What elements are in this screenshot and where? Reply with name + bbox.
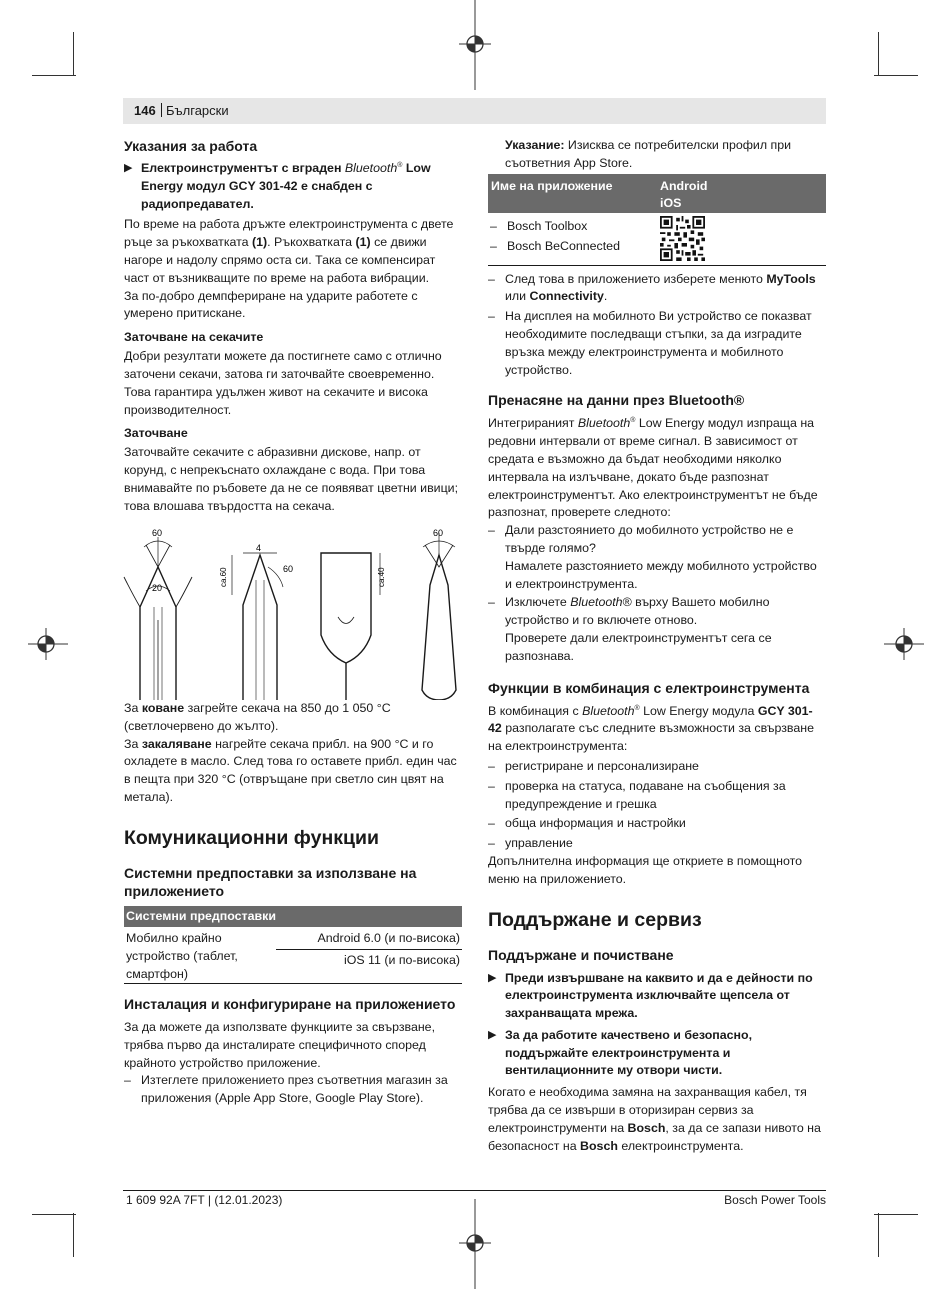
crop-mark (73, 32, 74, 76)
sysreq-device-cell: Мобилно крайно устройство (таблет, смартфон) (126, 931, 238, 981)
crop-mark (878, 1213, 879, 1257)
sysreq-android-cell: Android 6.0 (и по-висока) (317, 931, 460, 945)
registration-mark-icon (28, 628, 68, 660)
footer-doc-id: 1 609 92A 7FT | (12.01.2023) (126, 1193, 283, 1207)
apps-table-header (488, 174, 826, 213)
install-list-item: – Изтеглете приложението през съответния магазин за приложения (Apple App Store, Google Play Store). (124, 1073, 448, 1106)
sysreq-divider (276, 949, 462, 950)
page-header (123, 98, 826, 124)
crop-mark (32, 1214, 76, 1215)
sysreq-table-header: Системни предпоставки (124, 906, 462, 927)
right-column (488, 137, 826, 1155)
header-language: Български (166, 103, 229, 118)
fig-label-60-left: 60 (152, 528, 163, 538)
left-column-communication (124, 826, 462, 1108)
warning-triangle-icon: ▶ (488, 971, 497, 984)
func-item: – проверка на статуса, подаване на съобщения за предупреждение и грешка (488, 778, 786, 811)
paragraph-cable: Когато е необходима замяна на захранващия кабел, тя трябва да се извърши в оторизиран сервиз за електроинструменти на Bosch, за да се запази нивото на безопасност на Bosch електроинструмента. (488, 1085, 821, 1153)
apps-col-ios: iOS (660, 195, 682, 210)
registration-mark-icon (459, 0, 491, 90)
crop-mark (878, 32, 879, 76)
crop-mark (874, 1214, 918, 1215)
fig-label-60-mid: 60 (283, 564, 294, 574)
header-divider (161, 103, 162, 117)
paragraph-hardening: За закаляване нагрейте секача прибл. на 900 °C и го охладете в масло. След това го оставете прибл. един час в пещта при 320 °C (отвръщане при светло син цвят на метала). (124, 736, 457, 804)
paragraph-bluetooth: Интегрираният Bluetooth® Low Energy модул изпраща на редовни интервали от време сигнал. В зависимост от средата е възможно да бъдат необходими няколко интервала на излъчване, докато бъде разпознат електроинструментът. Ако електроинструментът не бъде разпознат, проверете следното: (488, 416, 818, 520)
apps-table-rule (488, 265, 826, 266)
fig-label-4: 4 (256, 543, 262, 553)
sysreq-ios-cell: iOS 11 (и по-висока) (343, 953, 460, 967)
paragraph-damping: За по-добро демпфериране на ударите работете с умерено притискане. (124, 288, 418, 321)
footer-rule (123, 1190, 826, 1191)
section-title-communication: Комуникационни функции (124, 827, 379, 849)
note-app-store: Указание: Изисква се потребителски профил при съответния App Store. (505, 138, 792, 170)
left-column (124, 137, 462, 516)
apps-col-android: Android (660, 178, 708, 193)
warning-triangle-icon: ▶ (124, 162, 133, 174)
crop-mark (73, 1213, 74, 1257)
section-title-work: Указания за работа (124, 138, 258, 154)
chisel-sharpening-figure (118, 525, 468, 700)
paragraph-more-info: Допълнителна информация ще откриете в помощното меню на приложението. (488, 853, 802, 886)
footer-brand: Bosch Power Tools (724, 1193, 826, 1207)
paragraph-install: За да можете да използвате функциите за свързване, трябва първо да инсталирате специфичното според крайното устройство приложение. (124, 1020, 436, 1070)
section-title-bluetooth: Пренасяне на данни през Bluetooth® (488, 392, 745, 409)
crop-mark (32, 75, 76, 76)
page-number: 146 (134, 103, 156, 118)
warning-unplug: ▶ Преди извършване на каквито и да е дейности по електроинструмента изключвайте щепсела от захранващата мрежа. (488, 970, 813, 1021)
sysreq-bottom-rule (124, 983, 462, 984)
step-display: – На дисплея на мобилното Ви устройство се показват необходимите последващи стъпки, за да изградите връзка между електроинструмента и мобилното устройство. (488, 309, 812, 377)
section-title-functions: Функции в комбинация с електроинструмента (488, 679, 810, 696)
section-title-install: Инсталация и конфигуриране на приложението (124, 996, 456, 1012)
paragraph-functions: В комбинация с Bluetooth® Low Energy модула GCY 301-42 разполагате със следните възможности за свързване на електроинструмента: (488, 703, 814, 754)
section-title-cleaning: Поддържане и почистване (488, 946, 674, 963)
step-menu: – След това в приложението изберете менюто MyTools или Connectivity. (488, 271, 816, 304)
paragraph-sharpening: Добри резултати можете да постигнете само с отлично заточени секачи, затова ги заточвайте своевременно. Това гарантира удължен живот на секачите и висока производителност. (124, 349, 442, 417)
subsection-title-sharp2: Заточване (124, 426, 188, 441)
app-item-beconnected: – Bosch BeConnected (490, 238, 620, 253)
fig-label-20: 20 (152, 583, 163, 593)
paragraph-forging: За коване загрейте секача на 850 до 1 050 °C (светлочервено до жълто). (124, 701, 391, 733)
sysreq-table (124, 906, 462, 986)
subsection-title-sharpening: Заточване на секачите (124, 330, 264, 345)
paragraph-grip: По време на работа дръжте електроинструмента с двете ръце за ръкохватката (1). Ръкохватката (1) се движи нагоре и надолу спрямо оста си. Така се компенсират част от възникващите по време на работа вибрации. (124, 217, 454, 285)
func-item: – управление (488, 836, 573, 851)
section-title-service: Поддържане и сервиз (488, 908, 702, 931)
apps-table (488, 174, 826, 268)
warning-keep-clean: ▶ За да работите качествено и безопасно, поддържайте електроинструмента и вентилационните му отвори чисти. (488, 1027, 753, 1078)
func-item: – регистриране и персонализиране (488, 758, 699, 773)
fig-label-60-right: 60 (433, 528, 444, 538)
func-item: – обща информация и настройки (488, 816, 686, 831)
fig-label-ca60: ca.60 (219, 567, 228, 587)
check-bluetooth-toggle: – Изключете Bluetooth® върху Вашето мобилно устройство и го включете отново. Проверете дали електроинструментът сега се разпознава. (488, 595, 772, 663)
crop-mark (874, 75, 918, 76)
section-title-sysreq: Системни предпоставки за използване на приложението (124, 865, 417, 899)
check-distance: – Дали разстоянието до мобилното устройство не е твърде голямо? Намалете разстоянието между мобилното устройство и електроинструмента. (488, 523, 817, 591)
paragraph-sharp2: Заточвайте секачите с абразивни дискове, напр. от корунд, с непрекъснато охлаждане с вода. При това внимавайте по ръбовете да не се появяват цветни ивици; това влошава твърдостта на секача. (124, 445, 459, 513)
fig-label-ca40: ca.40 (377, 567, 386, 587)
warning-triangle-icon: ▶ (488, 1028, 497, 1041)
registration-mark-icon (884, 628, 924, 660)
qr-code-icon[interactable] (660, 216, 705, 261)
apps-col-name: Име на приложение (491, 178, 613, 193)
registration-mark-icon (459, 1199, 491, 1289)
warning-bluetooth: ▶ Електроинструментът с вграден Bluetooth® Low Energy модул GCY 301-42 е снабден с радиопредавател. (124, 161, 431, 211)
app-item-toolbox: – Bosch Toolbox (490, 218, 588, 233)
left-column-forging (124, 700, 462, 807)
